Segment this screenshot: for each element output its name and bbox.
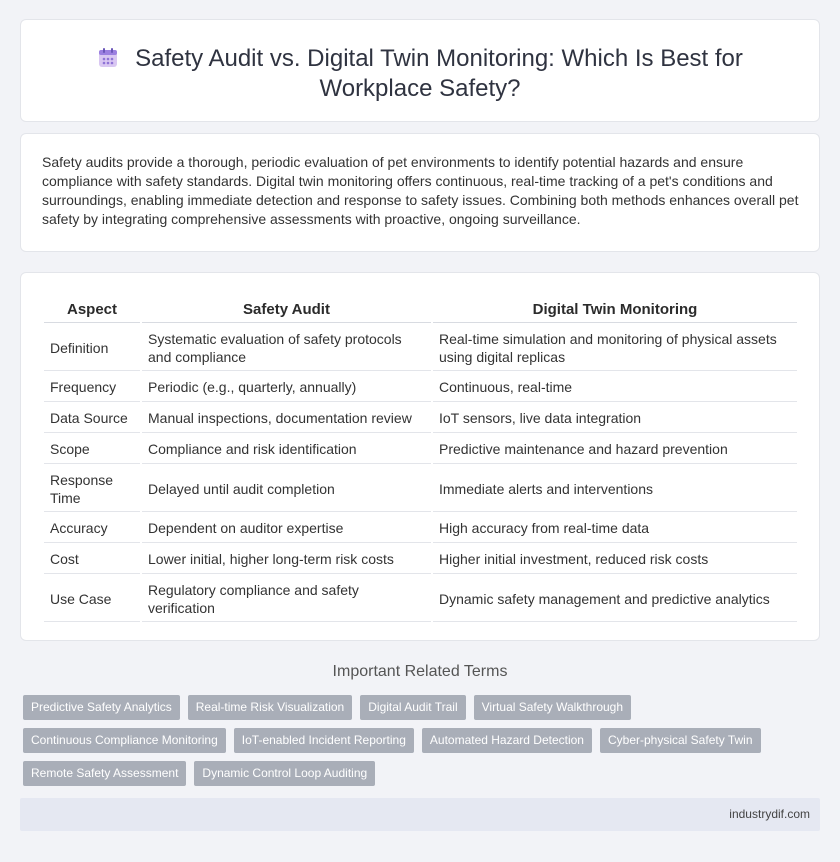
related-terms-list <box>23 695 813 786</box>
title-card <box>20 19 820 122</box>
related-term-tag[interactable]: Virtual Safety Walkthrough <box>474 695 631 720</box>
table-cell-aspect: Use Case <box>44 576 140 622</box>
intro-card <box>20 133 820 252</box>
header-safety-audit: Safety Audit <box>142 297 431 323</box>
table-header-row <box>44 297 797 323</box>
table-cell-audit: Regulatory compliance and safety verification <box>142 576 431 622</box>
table-cell-aspect: Scope <box>44 435 140 464</box>
related-term-tag[interactable]: Automated Hazard Detection <box>422 728 592 753</box>
intro-paragraph: Safety audits provide a thorough, periodic evaluation of pet environments to identify potential hazards and ensure compliance with safety standards. Digital twin monitoring offers continuous, real-time tracking of a pet's conditions and surroundings, enabling immediate detection and response to safety issues. Combining both methods enhances overall pet safety by integrating comprehensive assessments with proactive, ongoing surveillance. <box>42 154 799 227</box>
related-terms-heading: Important Related Terms <box>332 663 508 680</box>
table-cell-audit: Lower initial, higher long-term risk costs <box>142 545 431 574</box>
related-term-tag[interactable]: Cyber-physical Safety Twin <box>600 728 761 753</box>
table-row <box>44 576 797 622</box>
table-cell-twin: Immediate alerts and interventions <box>433 466 797 512</box>
table-row <box>44 466 797 512</box>
table-row <box>44 373 797 402</box>
table-cell-audit: Periodic (e.g., quarterly, annually) <box>142 373 431 402</box>
header-aspect: Aspect <box>44 297 140 323</box>
table-row <box>44 404 797 433</box>
related-term-tag[interactable]: Digital Audit Trail <box>360 695 465 720</box>
table-cell-audit: Compliance and risk identification <box>142 435 431 464</box>
related-term-tag[interactable]: Dynamic Control Loop Auditing <box>194 761 375 786</box>
table-cell-twin: IoT sensors, live data integration <box>433 404 797 433</box>
page-title: Safety Audit vs. Digital Twin Monitoring: Which Is Best for Workplace Safety? <box>135 45 743 102</box>
table-cell-audit: Systematic evaluation of safety protocols and compliance <box>142 325 431 371</box>
table-cell-twin: High accuracy from real-time data <box>433 514 797 543</box>
related-term-tag[interactable]: Continuous Compliance Monitoring <box>23 728 226 753</box>
related-term-tag[interactable]: Predictive Safety Analytics <box>23 695 180 720</box>
comparison-table <box>42 295 799 624</box>
table-row <box>44 435 797 464</box>
table-cell-twin: Real-time simulation and monitoring of physical assets using digital replicas <box>433 325 797 371</box>
table-cell-aspect: Cost <box>44 545 140 574</box>
table-cell-aspect: Data Source <box>44 404 140 433</box>
calendar-icon <box>97 47 119 69</box>
page-title-row <box>21 44 819 104</box>
table-cell-aspect: Accuracy <box>44 514 140 543</box>
header-digital-twin: Digital Twin Monitoring <box>433 297 797 323</box>
related-term-tag[interactable]: Remote Safety Assessment <box>23 761 186 786</box>
table-cell-aspect: Definition <box>44 325 140 371</box>
table-cell-twin: Higher initial investment, reduced risk costs <box>433 545 797 574</box>
table-cell-audit: Delayed until audit completion <box>142 466 431 512</box>
table-cell-twin: Continuous, real-time <box>433 373 797 402</box>
table-cell-audit: Dependent on auditor expertise <box>142 514 431 543</box>
footer-site-link[interactable]: industrydif.com <box>729 807 810 821</box>
table-cell-audit: Manual inspections, documentation review <box>142 404 431 433</box>
footer-bar <box>20 798 820 831</box>
related-term-tag[interactable]: Real-time Risk Visualization <box>188 695 353 720</box>
table-cell-twin: Dynamic safety management and predictive analytics <box>433 576 797 622</box>
table-row <box>44 545 797 574</box>
table-cell-aspect: Response Time <box>44 466 140 512</box>
table-row <box>44 514 797 543</box>
table-cell-aspect: Frequency <box>44 373 140 402</box>
table-row <box>44 325 797 371</box>
table-cell-twin: Predictive maintenance and hazard prevention <box>433 435 797 464</box>
related-term-tag[interactable]: IoT-enabled Incident Reporting <box>234 728 414 753</box>
comparison-card <box>20 272 820 641</box>
